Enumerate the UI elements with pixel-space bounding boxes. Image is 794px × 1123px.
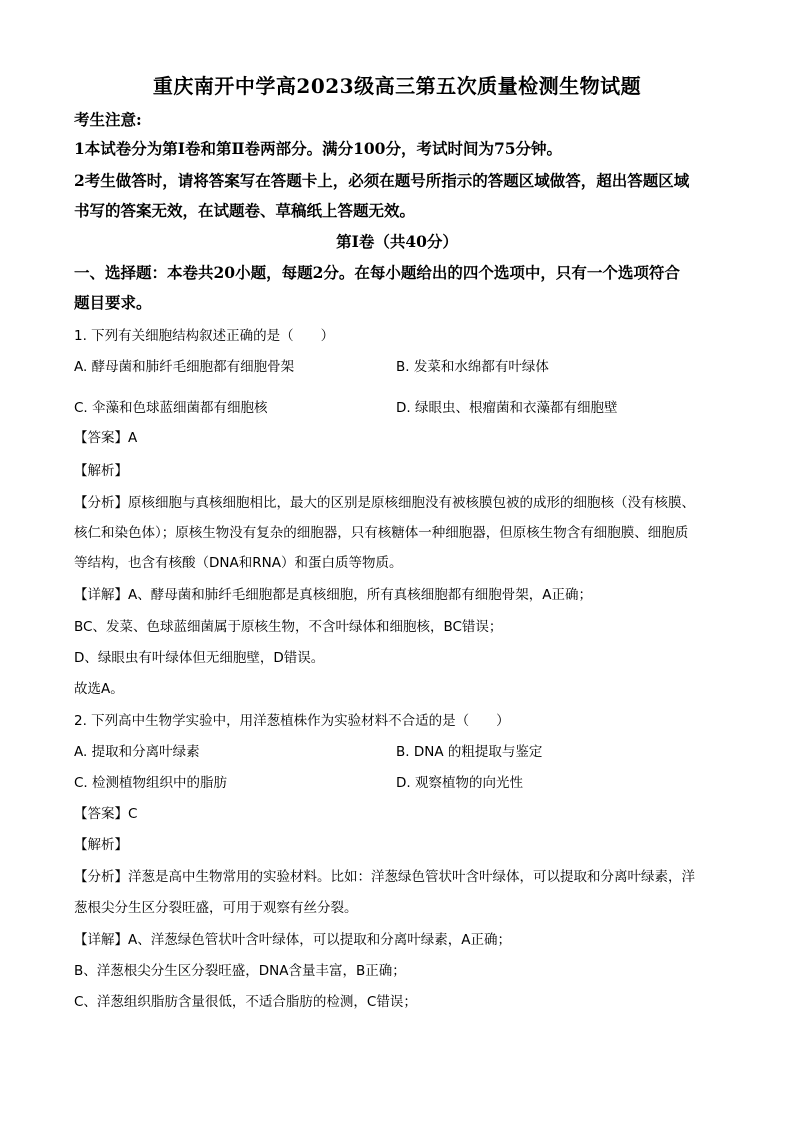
question-1-option-b: B. 发菜和水绵都有叶绿体	[396, 359, 549, 375]
notice-item-2-line-2: 书写的答案无效，在试题卷、草稿纸上答题无效。	[74, 201, 416, 220]
question-1-fenxi-line-3: 等结构，也含有核酸（DNA和RNA）和蛋白质等物质。	[74, 555, 403, 571]
question-1-option-a: A. 酵母菌和肺纤毛细胞都有细胞骨架	[74, 359, 295, 375]
question-1-stem: 1. 下列有关细胞结构叙述正确的是（ ）	[74, 328, 335, 344]
question-2-fenxi-line-1: 【分析】洋葱是高中生物常用的实验材料。比如：洋葱绿色管状叶含叶绿体，可以提取和分离叶绿素，洋	[74, 869, 695, 885]
question-1-option-d: D. 绿眼虫、根瘤菌和衣藻都有细胞壁	[396, 400, 618, 416]
question-2-xiangjie-line-3: C、洋葱组织脂肪含量很低，不适合脂肪的检测，C错误；	[74, 994, 417, 1010]
question-1-xiangjie-line-1: 【详解】A、酵母菌和肺纤毛细胞都是真核细胞，所有真核细胞都有细胞骨架，A正确；	[74, 587, 592, 603]
question-2-xiangjie-line-2: B、洋葱根尖分生区分裂旺盛，DNA含量丰富，B正确；	[74, 963, 406, 979]
notice-item-2-line-1: 2考生做答时，请将答案写在答题卡上，必须在题号所指示的答题区域做答，超出答题区域	[74, 171, 690, 190]
question-1-fenxi-line-2: 核仁和染色体）；原核生物没有复杂的细胞器，只有核糖体一种细胞器，但原核生物含有细胞膜、细胞质	[74, 525, 689, 541]
question-1-option-c: C. 伞藻和色球蓝细菌都有细胞核	[74, 400, 268, 416]
question-1-fenxi-line-1: 【分析】原核细胞与真核细胞相比，最大的区别是原核细胞没有被核膜包被的成形的细胞核（没有核膜、	[74, 495, 695, 511]
section-instructions-line-2: 题目要求。	[74, 293, 152, 312]
notice-item-1: 1本试卷分为第Ⅰ卷和第Ⅱ卷两部分。满分100分，考试时间为75分钟。	[74, 139, 563, 158]
question-2-answer: 【答案】C	[74, 806, 138, 822]
question-2-stem: 2. 下列高中生物学实验中，用洋葱植株作为实验材料不合适的是（ ）	[74, 713, 510, 729]
question-1-analysis-label: 【解析】	[74, 463, 128, 479]
notice-heading: 考生注意:	[74, 110, 142, 129]
question-1-xiangjie-line-3: D、绿眼虫有叶绿体但无细胞壁，D错误。	[74, 650, 325, 666]
question-1-xiangjie-line-2: BC、发菜、色球蓝细菌属于原核生物，不含叶绿体和细胞核，BC错误；	[74, 619, 503, 635]
question-2-option-d: D. 观察植物的向光性	[396, 775, 523, 791]
question-1-xiangjie-line-4: 故选A。	[74, 681, 124, 697]
question-2-option-a: A. 提取和分离叶绿素	[74, 744, 200, 760]
section-instructions-line-1: 一、选择题：本卷共20小题，每题2分。在每小题给出的四个选项中，只有一个选项符合	[74, 263, 680, 282]
question-2-xiangjie-line-1: 【详解】A、洋葱绿色管状叶含叶绿体，可以提取和分离叶绿素，A正确；	[74, 932, 511, 948]
question-2-option-c: C. 检测植物组织中的脂肪	[74, 775, 228, 791]
question-2-fenxi-line-2: 葱根尖分生区分裂旺盛，可用于观察有丝分裂。	[74, 900, 358, 916]
section-heading: 第Ⅰ卷（共40分）	[336, 232, 458, 251]
question-2-analysis-label: 【解析】	[74, 837, 128, 853]
question-1-answer: 【答案】A	[74, 430, 138, 446]
question-2-option-b: B. DNA 的粗提取与鉴定	[396, 744, 543, 760]
page-title: 重庆南开中学高2023级高三第五次质量检测生物试题	[152, 74, 642, 98]
